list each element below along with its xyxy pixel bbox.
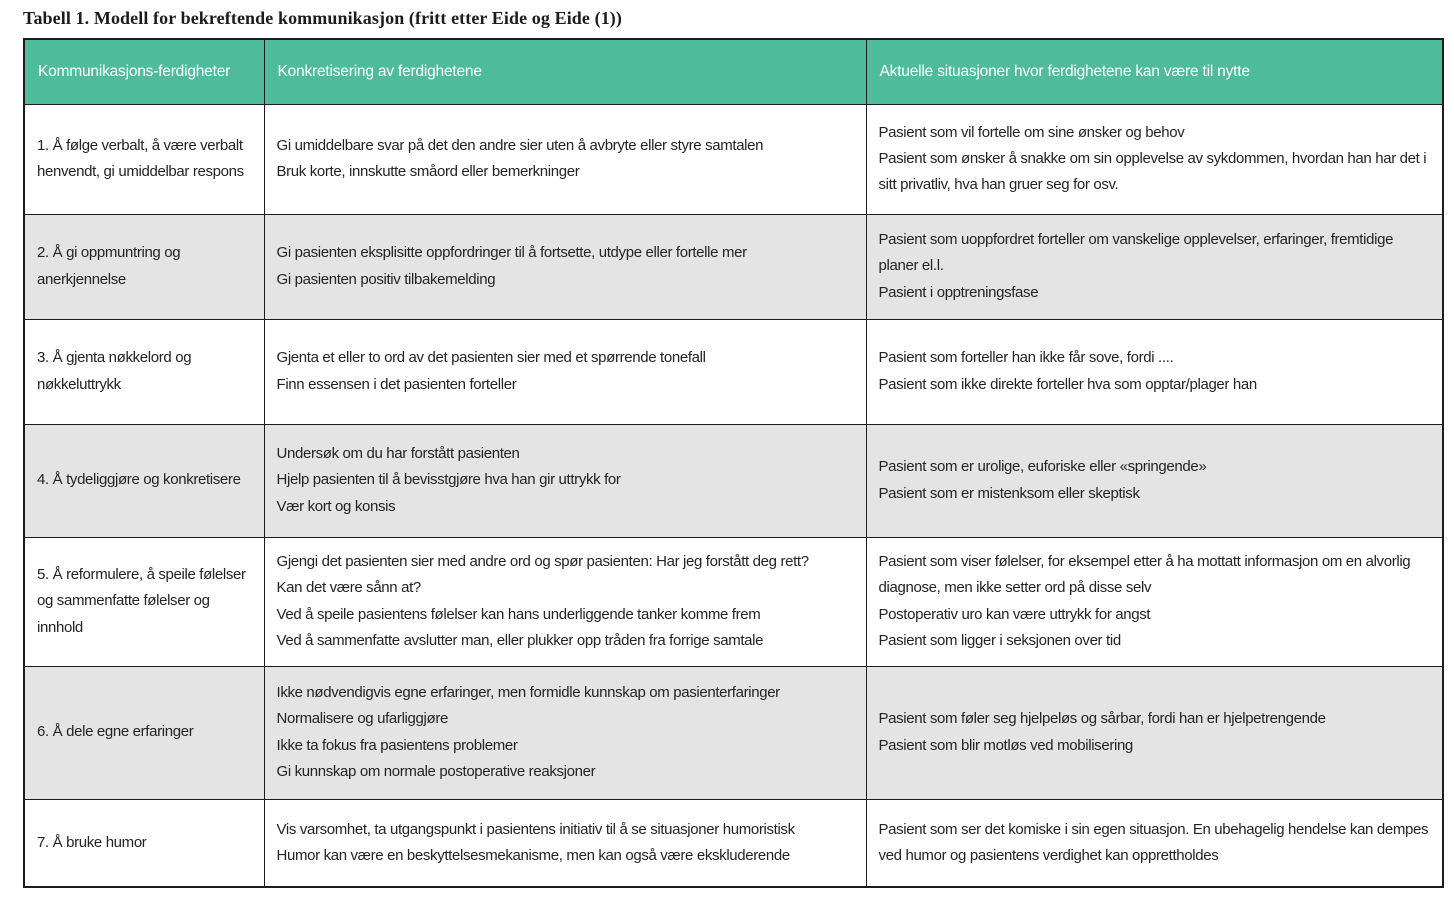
cell-line: Pasient i opptreningsfase — [878, 283, 1039, 301]
details-cell — [264, 319, 866, 424]
skill-cell — [24, 537, 264, 666]
cell-line: Undersøk om du har forstått pasienten — [276, 445, 520, 463]
situations-cell — [866, 104, 1443, 214]
cell-line: Ikke nødvendigvis egne erfaringer, men formidle kunnskap om pasienterfaringer — [276, 684, 780, 701]
table-caption: Tabell 1. Modell for bekreftende kommunikasjon (fritt etter Eide og Eide (1)) — [23, 8, 622, 28]
skill-cell — [24, 799, 264, 887]
skill-cell — [24, 424, 264, 537]
skill-cell — [24, 104, 264, 214]
header-row — [24, 39, 1443, 104]
situations-cell — [866, 424, 1443, 537]
column-header-situations: Aktuelle situasjoner hvor ferdighetene kan være til nytte — [866, 39, 1443, 104]
table-row — [24, 319, 1443, 424]
situations-cell — [866, 214, 1443, 319]
cell-line: Kan det være sånn at? — [276, 579, 421, 597]
table-row — [24, 666, 1443, 799]
cell-line: Postoperativ uro kan være uttrykk for angst — [878, 605, 1151, 623]
cell-line: Gi pasienten eksplisitte oppfordringer til å fortsette, utdype eller fortelle mer — [276, 244, 747, 262]
cell-line: Pasient som forteller han ikke får sove, fordi .... — [878, 349, 1174, 367]
table-header — [24, 39, 1443, 104]
cell-line: Hjelp pasienten til å bevisstgjøre hva han gir uttrykk for — [276, 471, 621, 489]
table-row — [24, 214, 1443, 319]
cell-line: 7. Å bruke humor — [37, 833, 147, 851]
skill-cell — [24, 214, 264, 319]
cell-line: Pasient som ser det komiske i sin egen situasjon. En ubehagelig hendelse kan dempes ved humor og pasientens verdighet kan opprettholdes — [878, 820, 1429, 864]
cell-line: Gi umiddelbare svar på det den andre sier uten å avbryte eller styre samtalen — [276, 136, 764, 154]
communication-skills-table — [23, 38, 1444, 888]
column-header-details: Konkretisering av ferdighetene — [264, 39, 866, 104]
cell-line: Pasient som er mistenksom eller skeptisk — [878, 484, 1140, 502]
cell-line: Pasient som ligger i seksjonen over tid — [878, 631, 1121, 649]
cell-line: 4. Å tydeliggjøre og konkretisere — [37, 471, 241, 489]
cell-line: 3. Å gjenta nøkkelord og nøkkeluttrykk — [37, 349, 192, 393]
cell-line: Gi pasienten positiv tilbakemelding — [276, 270, 496, 288]
cell-line: Pasient som blir motløs ved mobilisering — [878, 736, 1133, 754]
situations-cell — [866, 799, 1443, 887]
cell-line: Bruk korte, innskutte småord eller bemerkninger — [276, 163, 580, 180]
cell-line: Pasient som er urolige, euforiske eller «springende» — [878, 458, 1207, 476]
situations-cell — [866, 319, 1443, 424]
cell-line: Pasient som ikke direkte forteller hva som opptar/plager han — [878, 375, 1257, 393]
details-cell — [264, 214, 866, 319]
cell-line: Pasient som uoppfordret forteller om vanskelige opplevelser, erfaringer, fremtidige planer el.l. — [878, 231, 1394, 275]
cell-line: Gjenta et eller to ord av det pasienten sier med et spørrende tonefall — [276, 349, 706, 367]
table-row — [24, 799, 1443, 887]
situations-cell — [866, 666, 1443, 799]
details-cell — [264, 537, 866, 666]
cell-line: Gjengi det pasienten sier med andre ord og spør pasienten: Har jeg forstått deg rett? — [276, 553, 809, 570]
cell-line: Ved å sammenfatte avslutter man, eller plukker opp tråden fra forrige samtale — [276, 631, 764, 649]
cell-line: Humor kan være en beskyttelsesmekanisme, men kan også være ekskluderende — [276, 846, 790, 864]
cell-line: 6. Å dele egne erfaringer — [37, 723, 194, 741]
cell-line: Pasient som ønsker å snakke om sin opplevelse av sykdommen, hvordan han har det i sitt privatliv, hva han gruer seg for osv. — [878, 149, 1427, 194]
table-body — [24, 104, 1443, 887]
cell-line: Pasient som føler seg hjelpeløs og sårbar, fordi han er hjelpetrengende — [878, 710, 1326, 728]
table-row — [24, 537, 1443, 666]
details-cell — [264, 799, 866, 887]
cell-line: Normalisere og ufarliggjøre — [276, 710, 448, 728]
cell-line: 5. Å reformulere, å speile følelser og sammenfatte følelser og innhold — [37, 566, 246, 636]
skill-cell — [24, 319, 264, 424]
skill-cell — [24, 666, 264, 799]
details-cell — [264, 424, 866, 537]
details-cell — [264, 666, 866, 799]
cell-line: Finn essensen i det pasienten forteller — [276, 375, 517, 393]
table-row — [24, 104, 1443, 214]
cell-line: 2. Å gi oppmuntring og anerkjennelse — [37, 244, 181, 288]
cell-line: 1. Å følge verbalt, å være verbalt henvendt, gi umiddelbar respons — [37, 136, 244, 180]
cell-line: Vær kort og konsis — [276, 497, 396, 515]
cell-line: Vis varsomhet, ta utgangspunkt i pasientens initiativ til å se situasjoner humoristisk — [276, 820, 795, 838]
table-row — [24, 424, 1443, 537]
cell-line: Pasient som viser følelser, for eksempel etter å ha mottatt informasjon om en alvorlig diagnose, men ikke setter ord på disse selv — [878, 553, 1411, 597]
cell-line: Ikke ta fokus fra pasientens problemer — [276, 736, 518, 754]
details-cell — [264, 104, 866, 214]
column-header-skills: Kommunikasjons-ferdigheter — [24, 39, 264, 104]
situations-cell — [866, 537, 1443, 666]
cell-line: Ved å speile pasientens følelser kan hans underliggende tanker komme frem — [276, 605, 761, 623]
cell-line: Gi kunnskap om normale postoperative reaksjoner — [276, 762, 596, 780]
cell-line: Pasient som vil fortelle om sine ønsker og behov — [878, 123, 1185, 141]
